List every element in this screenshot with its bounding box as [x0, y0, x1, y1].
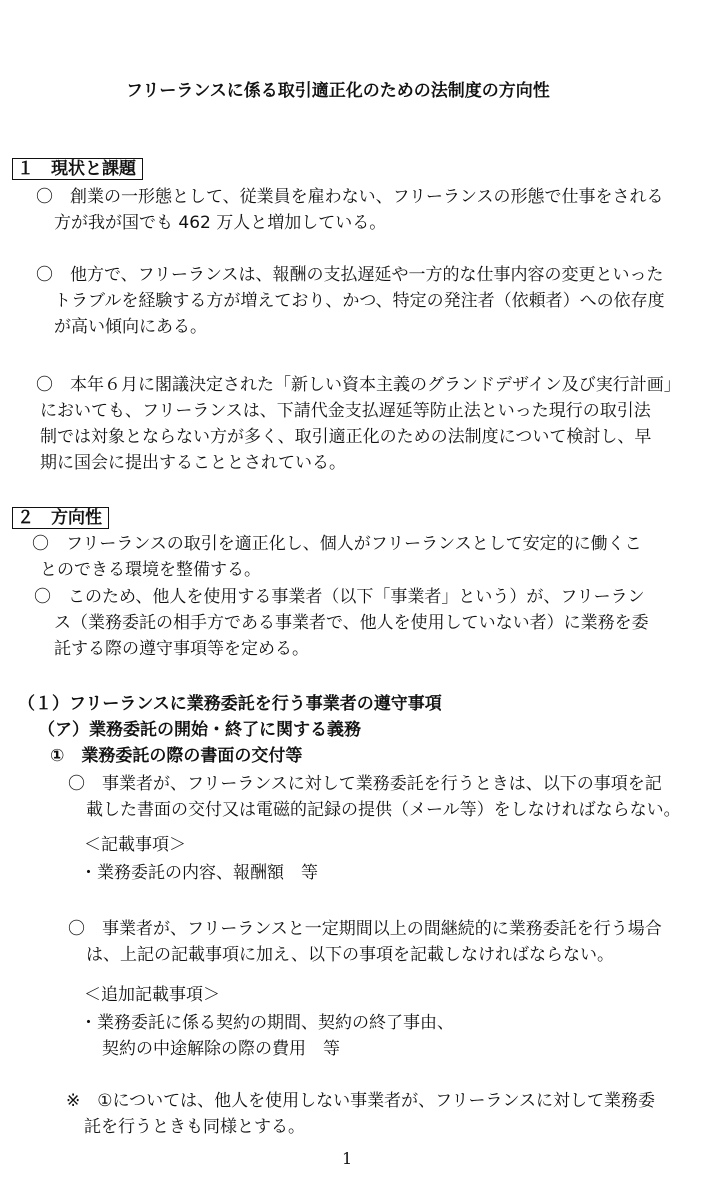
s1-p2-line1: 〇 他方で、フリーランスは、報酬の支払遅延や一方的な仕事内容の変更といった	[36, 265, 664, 285]
s2-p2-line3: 託する際の遵守事項等を定める。	[54, 639, 309, 659]
s1-p2-line3: が高い傾向にある。	[54, 317, 207, 337]
subsection-1-heading: （１）フリーランスに業務委託を行う事業者の遵守事項	[18, 694, 442, 714]
s1-p3-line1: 〇 本年６月に閣議決定された「新しい資本主義のグランドデザイン及び実行計画」	[36, 375, 681, 395]
b1-line2: 載した書面の交付又は電磁的記録の提供（メール等）をしなければならない。	[86, 800, 681, 820]
s2-p2-line2: ス（業務委託の相手方である事業者で、他人を使用していない者）に業務を委	[54, 613, 649, 633]
s1-p3-line4: 期に国会に提出することとされている。	[40, 453, 346, 473]
item-1-heading: ① 業務委託の際の書面の交付等	[50, 746, 303, 766]
s2-p1-line1: 〇 フリーランスの取引を適正化し、個人がフリーランスとして安定的に働くこ	[32, 534, 642, 554]
list-1-heading: ＜記載事項＞	[84, 835, 186, 855]
note-line2: 託を行うときも同様とする。	[84, 1117, 305, 1137]
b2-line1: 〇 事業者が、フリーランスと一定期間以上の間継続的に業務委託を行う場合	[68, 919, 662, 939]
s1-p1-line2: 方が我が国でも 462 万人と増加している。	[54, 213, 387, 233]
list-2-heading: ＜追加記載事項＞	[84, 985, 220, 1005]
b1-line1: 〇 事業者が、フリーランスに対して業務委託を行うときは、以下の事項を記	[68, 774, 662, 794]
list-2-item-line1: ・業務委託に係る契約の期間、契約の終了事由、	[80, 1013, 454, 1033]
page-title: フリーランスに係る取引適正化のための法制度の方向性	[126, 81, 550, 101]
s2-p1-line2: とのできる環境を整備する。	[40, 560, 261, 580]
list-1-item: ・業務委託の内容、報酬額 等	[80, 863, 318, 883]
section-1-heading-box: １ 現状と課題	[12, 158, 143, 180]
s1-p1-line1: 〇 創業の一形態として、従業員を雇わない、フリーランスの形態で仕事をされる	[36, 187, 664, 207]
s1-p3-line2: においても、フリーランスは、下請代金支払遅延等防止法といった現行の取引法	[40, 401, 651, 421]
page-number: 1	[342, 1149, 353, 1168]
section-1-heading	[12, 158, 143, 180]
list-2-item-line2: 契約の中途解除の際の費用 等	[102, 1039, 340, 1059]
note-line1: ※ ①については、他人を使用しない事業者が、フリーランスに対して業務委	[66, 1091, 655, 1111]
section-2-heading-box: ２ 方向性	[12, 507, 109, 529]
s1-p3-line3: 制では対象とならない方が多く、取引適正化のための法制度について検討し、早	[40, 427, 652, 447]
s1-p2-line2: トラブルを経験する方が増えており、かつ、特定の発注者（依頼者）への依存度	[54, 291, 665, 311]
s2-p2-line1: 〇 このため、他人を使用する事業者（以下「事業者」という）が、フリーラン	[34, 587, 645, 607]
b2-line2: は、上記の記載事項に加え、以下の事項を記載しなければならない。	[86, 945, 615, 965]
section-2-heading	[12, 507, 109, 529]
subsection-a-heading: （ア）業務委託の開始・終了に関する義務	[38, 720, 361, 740]
